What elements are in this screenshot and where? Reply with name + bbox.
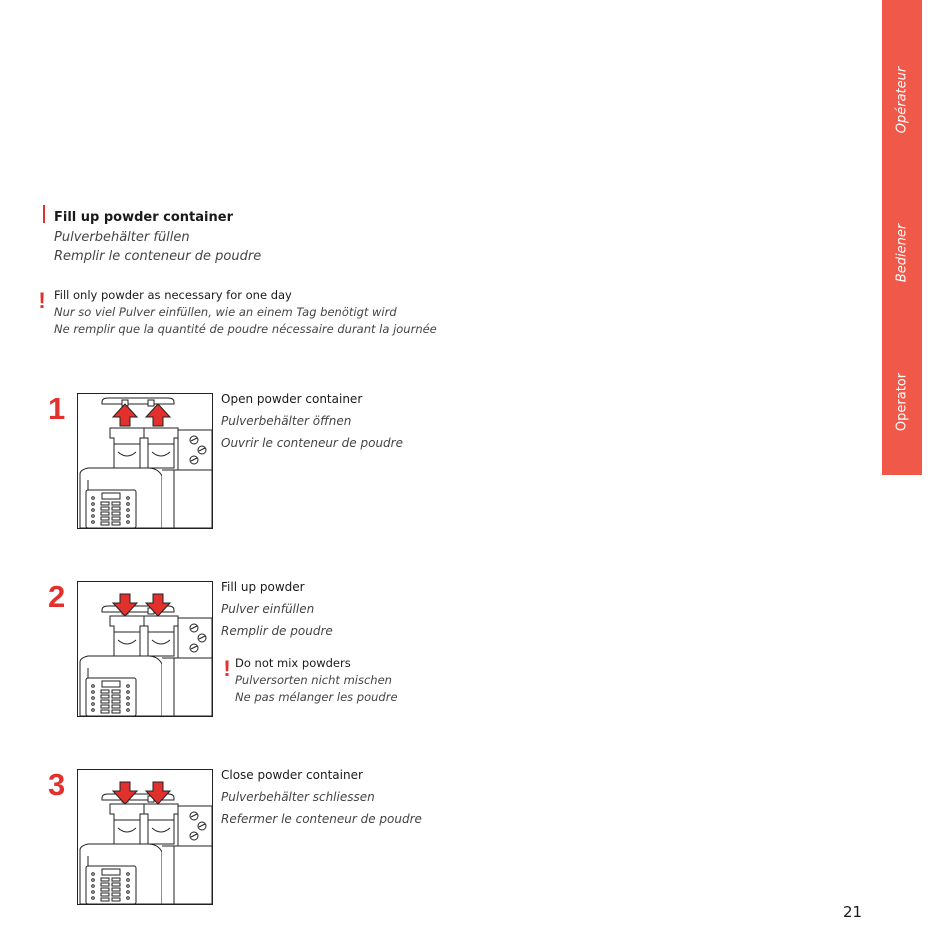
- step-1-illustration: [77, 393, 213, 529]
- warning-text-fr: Ne remplir que la quantité de poudre nécessaire durant la journée: [54, 322, 437, 336]
- machine-drawing: [78, 394, 212, 528]
- step-3-illustration: [77, 769, 213, 905]
- arrow-down-icon: [113, 782, 137, 804]
- step-1-text-en: Open powder container: [221, 392, 363, 406]
- machine-drawing: [78, 582, 212, 716]
- step-2-warning-en: Do not mix powders: [235, 656, 351, 670]
- section-subtitle-de: Pulverbehälter füllen: [54, 230, 190, 245]
- step-1-text: [221, 388, 403, 454]
- step-2-text-en: Fill up powder: [221, 580, 305, 594]
- arrow-up-icon: [113, 404, 137, 426]
- warning-text-de: Nur so viel Pulver einfüllen, wie an einem Tag benötigt wird: [54, 305, 397, 319]
- arrow-down-icon: [113, 594, 137, 616]
- machine-drawing: [78, 770, 212, 904]
- step-1-text-de: Pulverbehälter öffnen: [221, 414, 352, 428]
- step-number-1: 1: [48, 391, 66, 426]
- page-number: 21: [843, 903, 863, 921]
- step-3-text: [221, 764, 422, 830]
- step-number-3: 3: [48, 767, 66, 802]
- step-2-text-fr: Remplir de poudre: [221, 624, 333, 638]
- section-marker: [43, 205, 45, 223]
- step-2-warning-fr: Ne pas mélanger les poudre: [235, 690, 398, 704]
- step-1-text-fr: Ouvrir le conteneur de poudre: [221, 436, 403, 450]
- step-2-text: [221, 576, 333, 642]
- step-2-warning-note: [235, 655, 398, 706]
- warning-note: [54, 287, 437, 338]
- arrow-up-icon: [146, 404, 170, 426]
- step-3-text-fr: Refermer le conteneur de poudre: [221, 812, 422, 826]
- section-subtitle-fr: Remplir le conteneur de poudre: [54, 249, 262, 264]
- step-2-illustration: [77, 581, 213, 717]
- step-2-warning-de: Pulversorten nicht mischen: [235, 673, 392, 687]
- section-title: Fill up powder container: [54, 210, 233, 225]
- step-2-warning-icon: !: [223, 656, 231, 681]
- warning-icon: !: [38, 288, 46, 313]
- step-3-text-en: Close powder container: [221, 768, 363, 782]
- step-number-2: 2: [48, 579, 66, 614]
- language-side-tab: Operator Bediener Opérateur: [882, 0, 922, 475]
- warning-text-en: Fill only powder as necessary for one day: [54, 288, 292, 302]
- step-2-text-de: Pulver einfüllen: [221, 602, 315, 616]
- step-3-text-de: Pulverbehälter schliessen: [221, 790, 375, 804]
